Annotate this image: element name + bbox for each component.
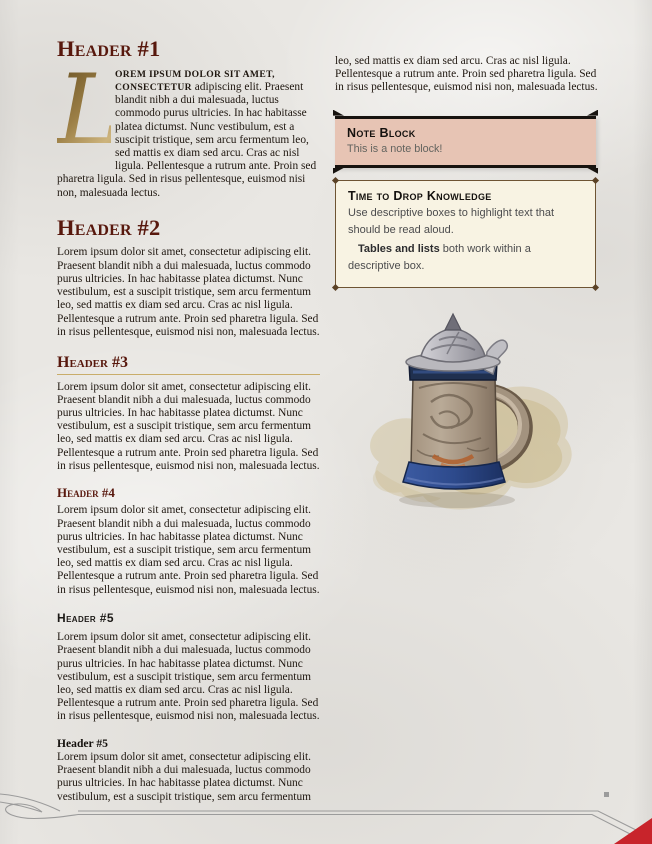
footer-ornament: [0, 780, 652, 844]
descriptive-text: Use descriptive boxes to highlight text that should be read aloud.: [348, 206, 555, 237]
descriptive-corner-dot: [332, 177, 339, 184]
descriptive-text-2: Tables and lists both work within a descriptive box.: [348, 242, 531, 273]
descriptive-corner-dot: [592, 284, 599, 291]
header-4: Header #4: [57, 485, 115, 501]
descriptive-box: [335, 180, 596, 288]
stein-lid: [406, 314, 500, 371]
left-column: [57, 37, 320, 812]
header-2: Header #2: [57, 214, 161, 240]
header-6: Header #5: [57, 736, 108, 750]
beer-stein-illustration: [347, 310, 587, 525]
footer-square-dot: [604, 792, 609, 797]
note-corner-spike: [587, 110, 598, 116]
descriptive-corner-dot: [592, 177, 599, 184]
dropcap-paragraph: [57, 53, 320, 200]
right-column: [335, 55, 598, 525]
paragraph: Lorem ipsum dolor sit amet, consectetur adipiscing elit. Praesent blandit nibh a dui malesuada, luctus commodo purus ultricies. In hac habitasse platea dictumst. Nunc vestibulum, est a suscipit tristique, sem arcu fermentum leo, sed mattis ex diam sed arcu. Cras ac nisl ligula. Pellentesque a rutrum ante. Proin sed pharetra ligula. Sed in risus pellentesque, euismod nisi non, malesuada lectus.: [57, 504, 320, 596]
note-block: [335, 116, 596, 168]
paragraph: Lorem ipsum dolor sit amet, consectetur adipiscing elit. Praesent blandit nibh a dui malesuada, luctus commodo purus ultricies. In hac habitasse platea dictumst. Nunc vestibulum, est a suscipit tristique, sem arcu fermentum leo, sed mattis ex diam sed arcu. Cras ac nisl ligula. Pellentesque a rutrum ante. Proin sed pharetra ligula. Sed in risus pellentesque, euismod nisi non, malesuada lectus.: [57, 631, 320, 723]
paragraph: Lorem ipsum dolor sit amet, consectetur adipiscing elit. Praesent blandit nibh a dui malesuada, luctus commodo purus ultricies. In hac habitasse platea dictumst. Nunc vestibulum, est a suscipit tristique, sem arcu fermentum leo, sed mattis ex diam sed arcu. Cras ac nisl ligula. Pellentesque a rutrum ante. Proin sed pharetra ligula. Sed in risus pellentesque, euismod nisi non, malesuada lectus.: [57, 246, 320, 338]
paragraph-partial: Lorem ipsum dolor sit amet, consectetur adipiscing elit. Praesent blandit nibh a dui malesuada, luctus commodo purus ultricies. In hac habitasse platea dictumst. Nunc vestibulum, est a suscipit tristique, sem arcu fermentum: [57, 750, 312, 803]
paragraph-text: adipiscing elit. Praesent blandit nibh a dui malesuada, luctus commodo purus ultricies. In hac habitasse platea dictumst. Nunc vestibulum, est a suscipit tristique, sem arcu fermentum leo, sed mattis ex diam sed arcu. Cras ac nisl ligula. Pellentesque a rutrum ante. Proin sed pharetra ligula. Sed in risus pellentesque, euismod nisi non, malesuada lectus.: [57, 80, 317, 199]
header-3: Header #3: [57, 354, 320, 375]
note-corner-spike: [333, 110, 344, 116]
footer-flourish-lines: [0, 794, 642, 836]
paragraph: Lorem ipsum dolor sit amet, consectetur adipiscing elit. Praesent blandit nibh a dui malesuada, luctus commodo purus ultricies. In hac habitasse platea dictumst. Nunc vestibulum, est a suscipit tristique, sem arcu fermentum leo, sed mattis ex diam sed arcu. Cras ac nisl ligula. Pellentesque a rutrum ante. Proin sed pharetra ligula. Sed in risus pellentesque, euismod nisi non, malesuada lectus.: [57, 380, 320, 472]
paragraph-continuation: leo, sed mattis ex diam sed arcu. Cras ac nisl ligula. Pellentesque a rutrum ante. Proin sed pharetra ligula. Sed in risus pellentesque, euismod nisi non, malesuada lectus.: [335, 55, 598, 94]
descriptive-corner-dot: [332, 284, 339, 291]
descriptive-title: Time to Drop Knowledge: [348, 188, 492, 203]
note-title: Note Block: [347, 125, 416, 140]
beer-stein-svg: [347, 310, 587, 525]
note-body: This is a note block!: [347, 142, 443, 155]
drop-cap-letter: L: [57, 53, 121, 166]
descriptive-bold-lead: Tables and lists: [358, 242, 440, 255]
header-5: Header #5: [57, 610, 114, 625]
header-1: Header #1: [57, 37, 161, 61]
note-corner-spike: [333, 168, 344, 174]
lead-smallcaps: OREM IPSUM DOLOR SIT AMET, CONSECTETUR: [115, 68, 275, 93]
note-corner-spike: [587, 168, 598, 174]
